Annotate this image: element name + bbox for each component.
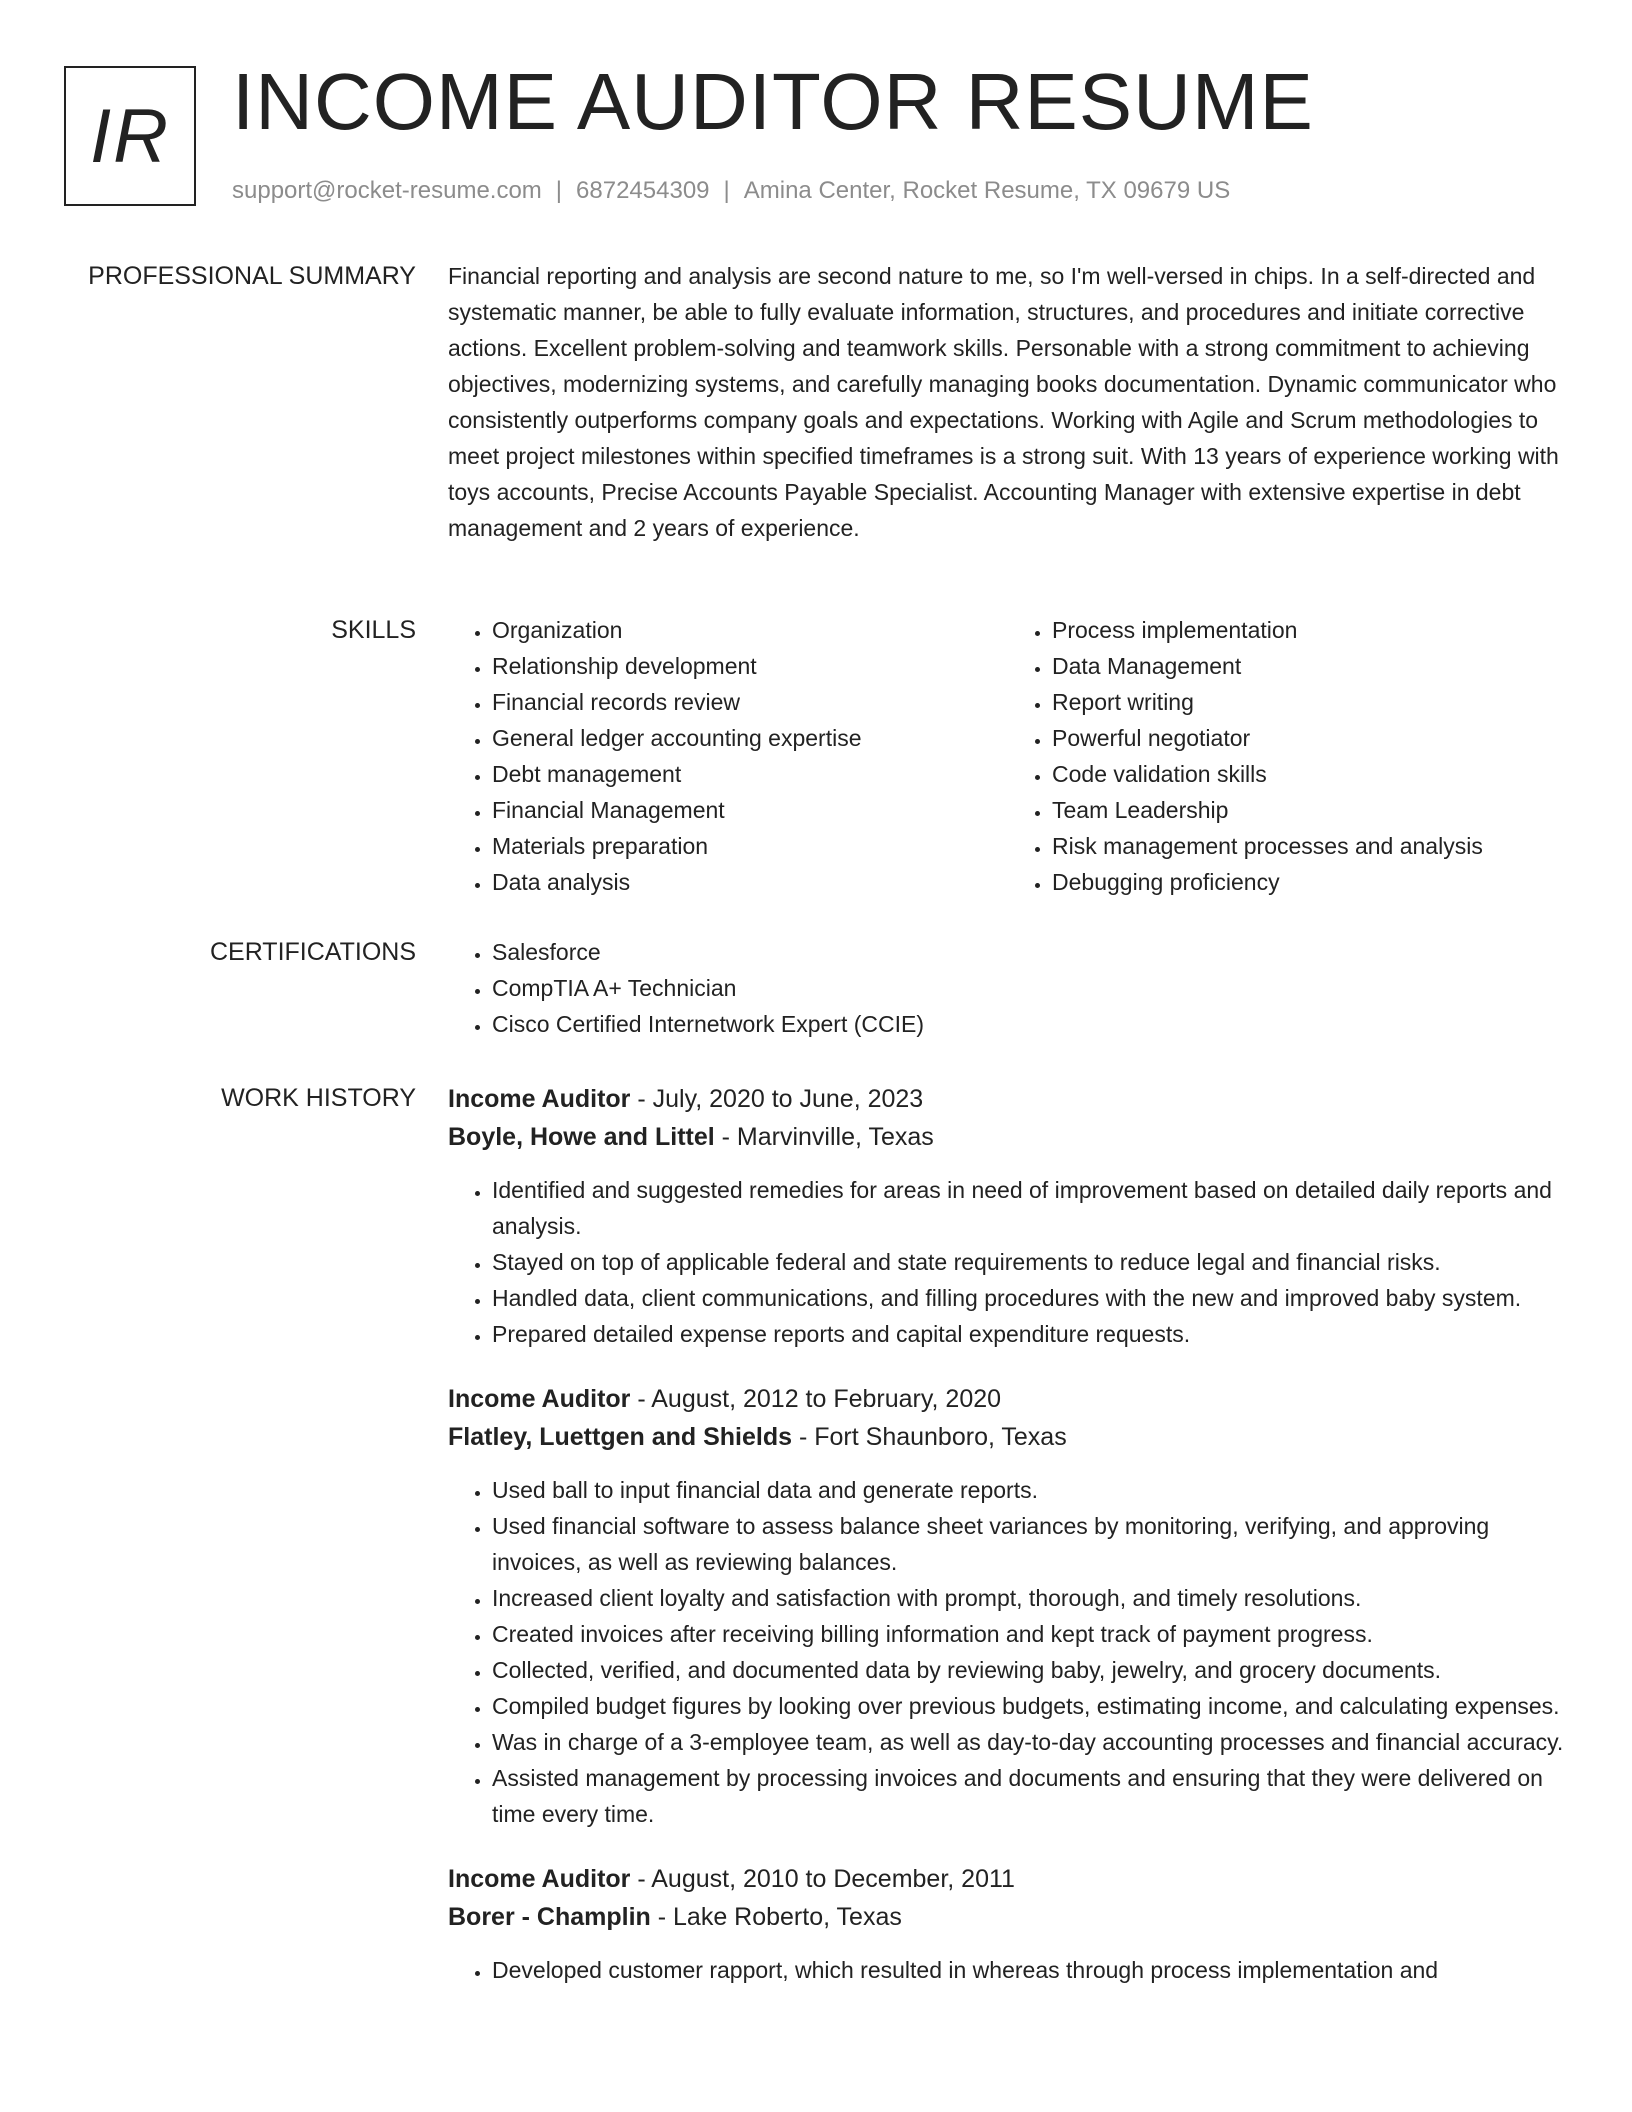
job-bullet: • Compiled budget figures by looking over previous budgets, estimating income, and calculating expenses. [492, 1688, 1568, 1724]
skill-item: • Report writing [1052, 684, 1568, 720]
contact-line [232, 176, 1230, 206]
job-bullet: • Identified and suggested remedies for areas in need of improvement based on detailed daily reports and analysis. [492, 1172, 1568, 1244]
skill-item: • Materials preparation [492, 828, 1008, 864]
work-history-heading: WORK HISTORY [221, 1084, 416, 1112]
job-bullet: • Created invoices after receiving billing information and kept track of payment progress. [492, 1616, 1568, 1652]
job-title: Income Auditor [448, 1085, 631, 1113]
job-title-line [448, 1860, 1568, 1898]
skills-heading: SKILLS [331, 616, 416, 644]
job-bullet: • Collected, verified, and documented data by reviewing baby, jewelry, and grocery documents. [492, 1652, 1568, 1688]
job-dates: - August, 2010 to December, 2011 [630, 1865, 1015, 1893]
contact-address: Amina Center, Rocket Resume, TX 09679 US [743, 177, 1231, 204]
job-bullet: • Increased client loyalty and satisfaction with prompt, thorough, and timely resolutions. [492, 1580, 1568, 1616]
job-title-line [448, 1080, 1568, 1118]
skill-item: • Process implementation [1052, 612, 1568, 648]
job-company: Boyle, Howe and Littel [448, 1123, 715, 1151]
job-bullet: • Used financial software to assess balance sheet variances by monitoring, verifying, and approving invoices, as well as reviewing balances. [492, 1508, 1568, 1580]
skill-item: • Team Leadership [1052, 792, 1568, 828]
skill-item: • Data analysis [492, 864, 1008, 900]
certifications-body [448, 934, 1568, 1042]
certifications-list [448, 934, 1568, 1042]
job-bullet: • Developed customer rapport, which resulted in whereas through process implementation and [492, 1952, 1568, 1988]
skills-body [448, 612, 1568, 900]
certification-item: • Salesforce [492, 934, 1568, 970]
contact-email[interactable]: support@rocket-resume.com [232, 177, 542, 204]
job-bullet: • Used ball to input financial data and generate reports. [492, 1472, 1568, 1508]
skill-item: • Powerful negotiator [1052, 720, 1568, 756]
job-bullets [448, 1472, 1568, 1832]
skills-list-left [448, 612, 1008, 900]
skill-item: • Financial records review [492, 684, 1008, 720]
job-bullet: • Stayed on top of applicable federal and state requirements to reduce legal and financial risks. [492, 1244, 1568, 1280]
skill-item: • General ledger accounting expertise [492, 720, 1008, 756]
summary-body [448, 258, 1568, 546]
job-entry [448, 1080, 1568, 1352]
job-title: Income Auditor [448, 1385, 631, 1413]
job-entry [448, 1380, 1568, 1832]
job-title: Income Auditor [448, 1865, 631, 1893]
job-company-line [448, 1418, 1568, 1456]
job-bullets [448, 1952, 1568, 1988]
job-company: Flatley, Luettgen and Shields [448, 1423, 793, 1451]
contact-separator: | [723, 177, 730, 204]
skill-item: • Debt management [492, 756, 1008, 792]
skill-item: • Risk management processes and analysis [1052, 828, 1568, 864]
job-bullets [448, 1172, 1568, 1352]
job-dates: - August, 2012 to February, 2020 [630, 1385, 1002, 1413]
skill-item: • Organization [492, 612, 1008, 648]
skills-list-right [1008, 612, 1568, 900]
job-company-line [448, 1898, 1568, 1936]
certifications-heading: CERTIFICATIONS [209, 938, 416, 966]
job-bullet: • Was in charge of a 3-employee team, as well as day-to-day accounting processes and financial accuracy. [492, 1724, 1568, 1760]
job-title-line [448, 1380, 1568, 1418]
job-dates: - July, 2020 to June, 2023 [630, 1085, 924, 1113]
monogram-logo: IR [64, 66, 196, 206]
job-bullet: • Assisted management by processing invoices and documents and ensuring that they were delivered on time every time. [492, 1760, 1568, 1832]
certification-item: • Cisco Certified Internetwork Expert (CCIE) [492, 1006, 1568, 1042]
job-bullet: • Prepared detailed expense reports and capital expenditure requests. [492, 1316, 1568, 1352]
summary-heading: PROFESSIONAL SUMMARY [88, 262, 416, 290]
job-company: Borer - Champlin [448, 1903, 651, 1931]
skill-item: • Code validation skills [1052, 756, 1568, 792]
job-location: - Fort Shaunboro, Texas [792, 1423, 1067, 1451]
job-location: - Lake Roberto, Texas [650, 1903, 902, 1931]
skill-item: • Relationship development [492, 648, 1008, 684]
work-history-body [448, 1080, 1568, 2016]
skill-item: • Debugging proficiency [1052, 864, 1568, 900]
resume-title: INCOME AUDITOR RESUME [232, 57, 1314, 146]
job-entry [448, 1860, 1568, 1988]
certification-item: • CompTIA A+ Technician [492, 970, 1568, 1006]
skill-item: • Financial Management [492, 792, 1008, 828]
job-company-line [448, 1118, 1568, 1156]
summary-text: Financial reporting and analysis are second nature to me, so I'm well-versed in chips. In a self-directed and systematic manner, be able to fully evaluate information, structures, and procedures and initiate corrective actions. Excellent problem-solving and teamwork skills. Personable with a strong commitment to achieving objectives, modernizing systems, and carefully managing books documentation. Dynamic communicator who consistently outperforms company goals and expectations. Working with Agile and Scrum methodologies to meet project milestones within specified timeframes is a strong suit. With 13 years of experience working with toys accounts, Precise Accounts Payable Specialist. Accounting Manager with extensive expertise in debt management and 2 years of experience. [448, 263, 1559, 541]
skill-item: • Data Management [1052, 648, 1568, 684]
job-bullet: • Handled data, client communications, and filling procedures with the new and improved baby system. [492, 1280, 1568, 1316]
contact-phone: 6872454309 [576, 177, 710, 204]
job-location: - Marvinville, Texas [714, 1123, 934, 1151]
contact-separator: | [555, 177, 563, 204]
